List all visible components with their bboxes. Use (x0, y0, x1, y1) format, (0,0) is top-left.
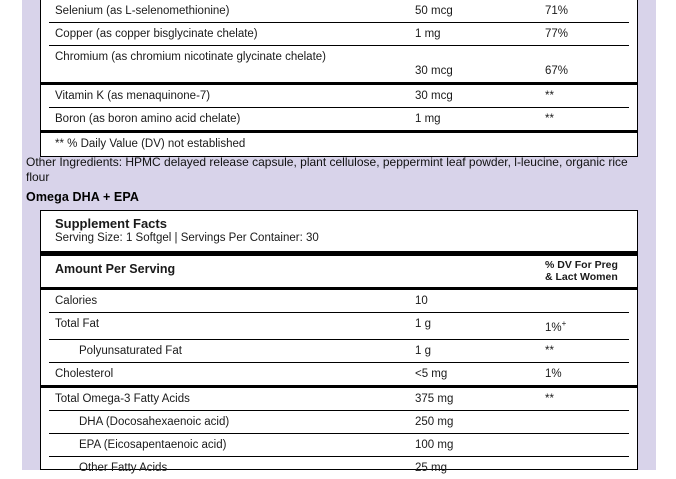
dv-superscript: + (561, 319, 567, 328)
table-row (41, 457, 637, 479)
nutrient-name: Vitamin K (as menaquinone-7) (55, 90, 211, 102)
nutrient-dv: 1%+ (545, 319, 567, 334)
vitamin-mineral-table (40, 0, 638, 157)
table-row (41, 108, 637, 130)
nutrient-dv (539, 457, 637, 479)
other-ingredients-text: Other Ingredients: HPMC delayed release capsule, plant cellulose, peppermint leaf powder, l-leucine, organic rice flour (26, 155, 628, 184)
nutrient-name: Calories (55, 295, 98, 307)
supplement-facts-title: Supplement Facts (55, 216, 167, 231)
nutrient-dv: 77% (545, 28, 569, 40)
nutrient-name: Cholesterol (55, 367, 114, 380)
nutrient-dv (539, 290, 637, 312)
nutrient-name: Selenium (as L-selenomethionine) (55, 5, 230, 17)
nutrient-dv: ** (545, 344, 554, 357)
nutrient-dv (539, 411, 637, 433)
table-row (41, 363, 637, 385)
nutrient-name: Other Fatty Acids (79, 461, 168, 474)
omega-supplement-facts-table (40, 210, 638, 474)
nutrient-amount: 1 mg (415, 28, 441, 40)
dv-column-header (539, 256, 637, 287)
serving-info: Serving Size: 1 Softgel | Servings Per Container: 30 (55, 232, 319, 244)
nutrient-amount: 250 mg (415, 415, 454, 428)
table-row (41, 411, 637, 433)
table-row (41, 0, 637, 22)
table-row (41, 340, 637, 362)
nutrient-amount: 1 g (415, 344, 431, 357)
table-row (41, 290, 637, 312)
nutrient-name: Polyunsaturated Fat (79, 344, 182, 357)
table-row (41, 313, 637, 339)
nutrient-dv: ** (545, 90, 554, 102)
nutrient-amount: 50 mcg (415, 5, 453, 17)
nutrient-dv: ** (545, 392, 554, 405)
nutrient-amount: 25 mg (415, 461, 447, 474)
nutrient-name: DHA (Docosahexaenoic acid) (79, 415, 230, 428)
nutrient-name: EPA (Eicosapentaenoic acid) (79, 438, 227, 451)
nutrient-dv: ** (545, 113, 554, 125)
amount-per-serving-header (41, 256, 637, 287)
dv-header-line1: % DV For Preg (545, 259, 618, 271)
nutrient-name: Copper (as copper bisglycinate chelate) (55, 28, 258, 40)
nutrient-amount: 375 mg (415, 392, 454, 405)
table-row (41, 23, 637, 45)
nutrient-amount: <5 mg (415, 367, 448, 380)
table-row (41, 388, 637, 410)
table-row (41, 46, 637, 82)
nutrient-name: Total Fat (55, 318, 100, 330)
nutrient-amount: 1 mg (415, 113, 441, 125)
nutrient-amount: 100 mg (415, 438, 454, 451)
nutrient-name: Total Omega-3 Fatty Acids (55, 392, 190, 405)
amount-per-serving-label: Amount Per Serving (55, 262, 176, 276)
nutrient-amount: 30 mcg (415, 90, 453, 102)
daily-value-footnote: ** % Daily Value (DV) not established (55, 138, 246, 150)
table-row (41, 85, 637, 107)
omega-section-heading: Omega DHA + EPA (26, 190, 139, 204)
nutrient-name: Chromium (as chromium nicotinate glycinate chelate) (55, 51, 326, 63)
table-row (41, 434, 637, 456)
nutrient-amount: 10 (415, 295, 428, 307)
nutrient-amount: 1 g (415, 318, 431, 330)
nutrient-name: Boron (as boron amino acid chelate) (55, 113, 241, 125)
nutrient-dv: 1% (545, 367, 562, 380)
nutrient-dv (539, 434, 637, 456)
nutrient-dv: 71% (545, 5, 569, 17)
nutrient-amount: 30 mcg (415, 65, 453, 77)
nutrient-dv: 67% (545, 65, 569, 77)
dv-header-line2: & Lact Women (545, 271, 618, 283)
